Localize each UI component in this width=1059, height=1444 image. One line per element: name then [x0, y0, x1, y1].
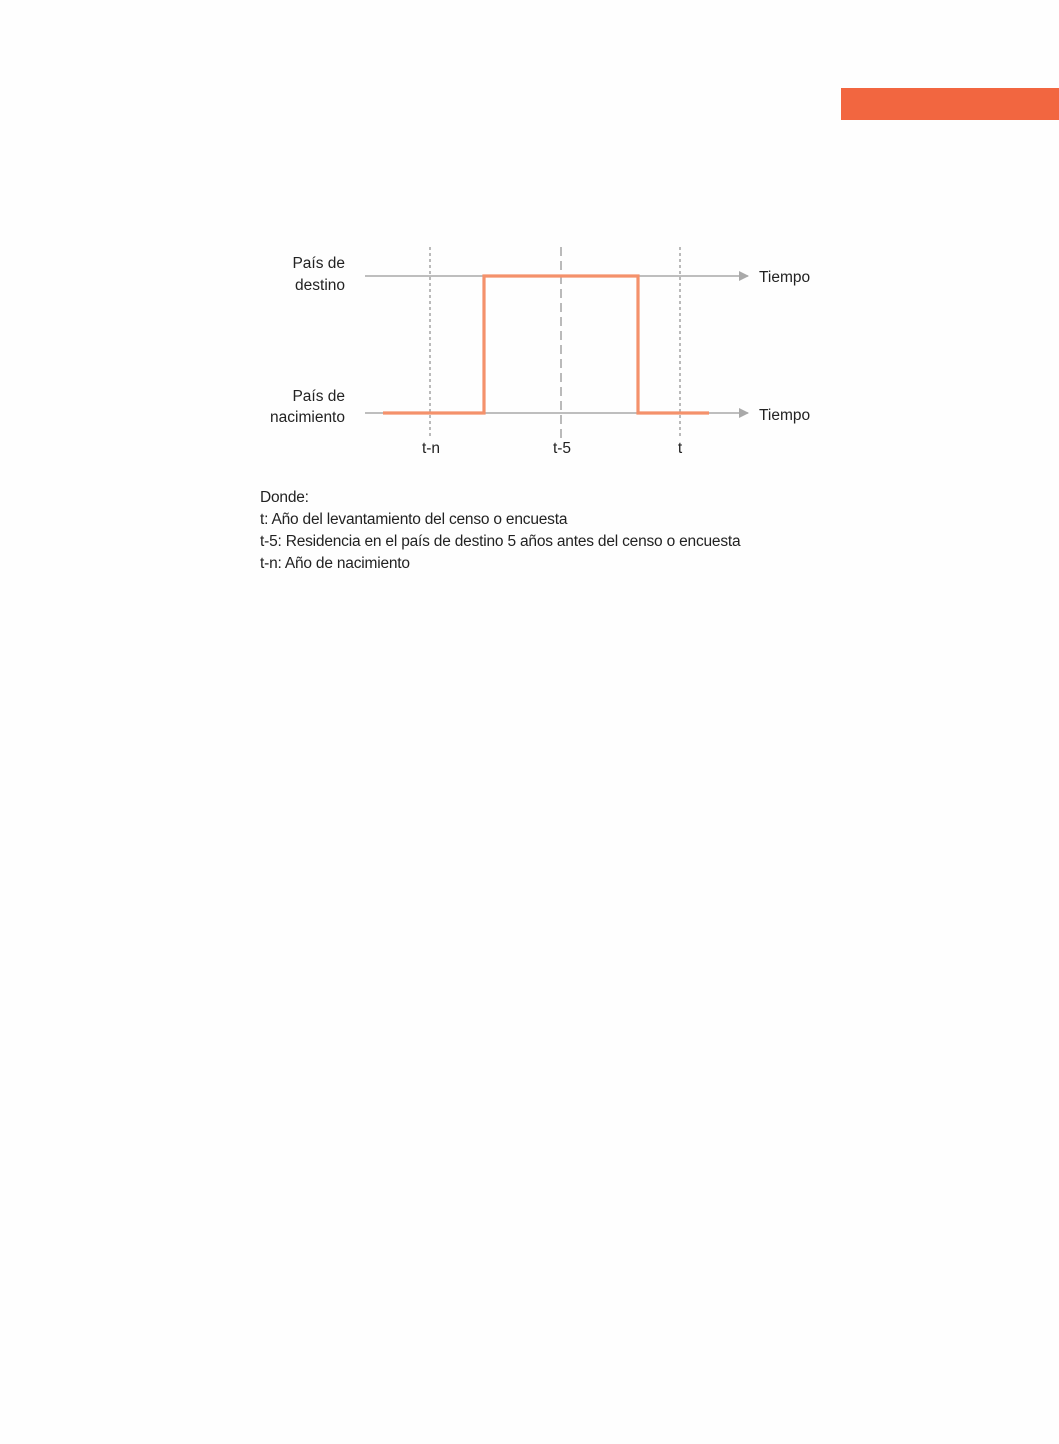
migration-path-line	[383, 276, 709, 413]
birth-label-line2: nacimiento	[270, 409, 345, 426]
destination-axis-label: Tiempo	[759, 269, 811, 286]
birth-axis-label: Tiempo	[759, 407, 811, 424]
destination-label-line2: destino	[295, 277, 345, 294]
marker-label-t: t	[677, 440, 683, 457]
diagram-legend-notes	[260, 487, 740, 575]
birth-label-line1: País de	[292, 388, 345, 405]
legend-item: t-n: Año de nacimiento	[260, 555, 410, 572]
marker-label-t-5: t-5	[552, 440, 572, 457]
migration-timeline-diagram	[0, 0, 1059, 470]
legend-item: t: Año del levantamiento del censo o encuesta	[260, 511, 568, 528]
destination-label-line1: País de	[292, 255, 345, 272]
marker-label-t-n: t-n	[421, 440, 441, 457]
legend-item: t-5: Residencia en el país de destino 5 años antes del censo o encuesta	[260, 533, 741, 550]
legend-heading: Donde:	[260, 489, 309, 506]
